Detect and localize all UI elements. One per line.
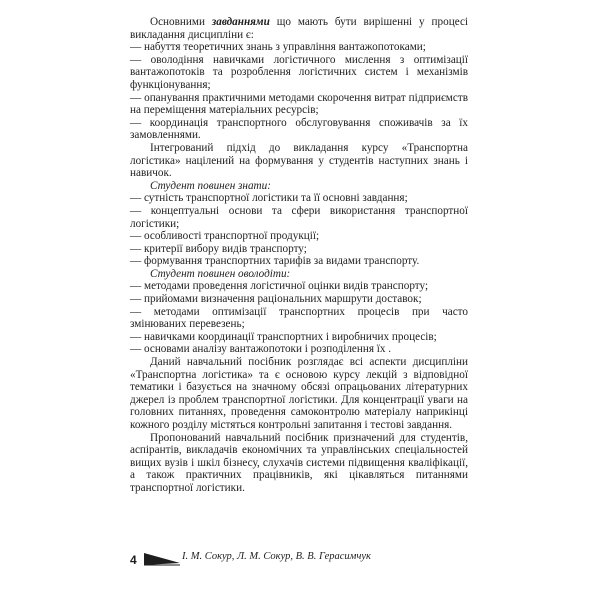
know-item: — критерії вибору видів транспорту; — [130, 242, 307, 255]
page-footer — [130, 549, 468, 571]
know-item: — особливості транспортної продукції; — [130, 230, 320, 243]
master-heading: Студент повинен оволодіти: — [150, 267, 291, 280]
master-item: — методами проведення логістичної оцінки видів транспорту; — [130, 280, 429, 293]
intro-paragraph — [130, 16, 468, 41]
master-item: — навичками координації транспортних і виробничих процесів; — [130, 330, 437, 343]
manual-description-paragraph: Даний навчальний посібник розглядає всі аспекти дисципліни «Транспортна логістика» та є основою курсу лекцій з відповідної тематики і базується на значному обсязі опрацьованих літературних джерел із проблем транспортної логістики. Для концентрації уваги на головних питаннях, проведення самоконтролю матеріалу наприкінці кожного розділу містяться контрольні запитання і тестові завдання. — [130, 356, 468, 431]
intro-rest: що мають бути вирішенні у процесі викладання дисципліни є: — [130, 16, 469, 41]
know-item: — концептуальні основи та сфери використання транспортної логістики; — [130, 204, 468, 230]
task-item: — координація транспортного обслуговування споживачів за їх замовленнями. — [130, 116, 468, 142]
page-body-text — [130, 16, 468, 495]
intro-lead: Основними — [150, 16, 205, 28]
footer-authors: І. М. Сокур, Л. М. Сокур, В. В. Герасимчук — [182, 551, 371, 562]
know-item: — формування транспортних тарифів за видами транспорту. — [130, 255, 420, 268]
know-heading: Студент повинен знати: — [150, 179, 271, 192]
master-item: — прийомами визначення раціональних маршрути доставок; — [130, 293, 422, 306]
integrated-approach-paragraph: Інтегрований підхід до викладання курсу «Транспортна логістика» націлений на формування у студентів наступних знань і навичок. — [130, 141, 468, 180]
audience-paragraph: Пропонований навчальний посібник призначений для студентів, аспірантів, викладачів економічних та управлінських спеціальностей вищих вузів і шкіл бізнесу, слухачів системи підвищення кваліфікації, а також практичних працівників, які цікавляться питаннями транспортної логістики. — [130, 431, 468, 494]
task-item: — оволодіння навичками логістичного мислення з оптимізації вантажопотоків та розроблення логістичних систем і механізмів функціонування; — [130, 53, 468, 91]
page-number: 4 — [130, 553, 137, 567]
task-item: — набуття теоретичних знань з управління вантажопотоками; — [130, 41, 426, 54]
task-item: — опанування практичними методами скорочення витрат підприємств на переміщення матеріальних ресурсів; — [130, 91, 468, 117]
intro-keyword: завданнями — [211, 16, 270, 28]
master-item: — основами аналізу вантажопотоки і розподілення їх . — [130, 343, 392, 356]
know-item: — сутність транспортної логістики та її основні завдання; — [130, 192, 408, 205]
footer-wedge-icon — [142, 551, 182, 567]
master-item: — методами оптимізації транспортних процесів при часто змінюваних перевезень; — [130, 305, 468, 331]
